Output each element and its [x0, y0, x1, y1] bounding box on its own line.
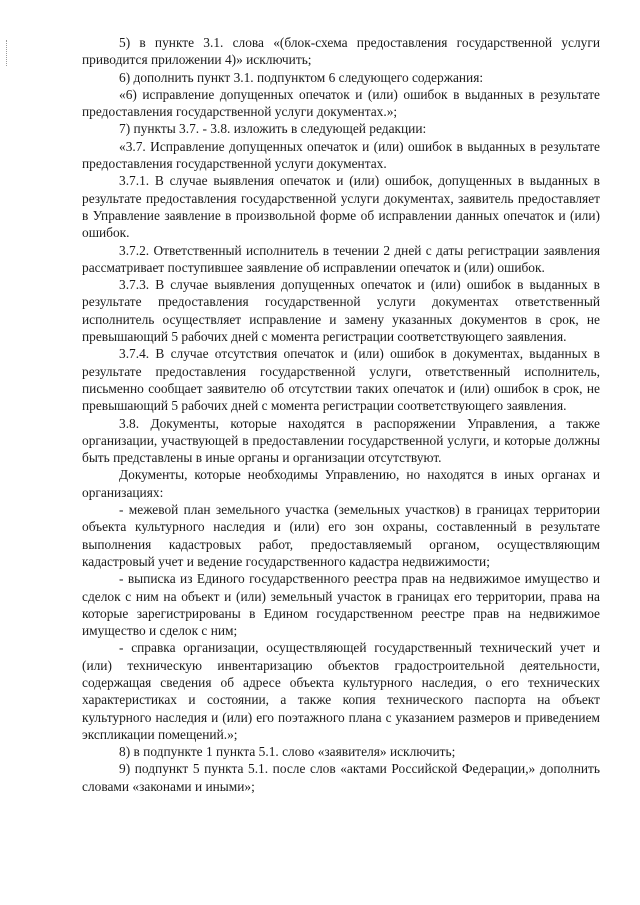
paragraph-clause-3-7-3: 3.7.3. В случае выявления допущенных опечаток и (или) ошибок в выданных в результате предоставления государственной услуги документах ответственный исполнитель осуществляет исправление и замену указанных документов в срок, не превышающий 5 рабочих дней с момента регистрации соответствующего заявления.	[82, 277, 600, 345]
paragraph-clause-3-7: «3.7. Исправление допущенных опечаток и (или) ошибок в выданных в результате предоставления государственной услуги документах.	[82, 138, 600, 172]
paragraph-item-8: 8) в подпункте 1 пункта 5.1. слово «заявителя» исключить;	[119, 744, 456, 760]
paragraph-subitem-6-quote: «6) исправление допущенных опечаток и (или) ошибок в выданных в результате предоставления государственной услуги документах.»;	[82, 86, 600, 120]
paragraph-documents-intro: Документы, которые необходимы Управлению, но находятся в иных органах и организациях:	[82, 467, 600, 500]
paragraph-clause-3-8: 3.8. Документы, которые находятся в распоряжении Управления, а также организации, участвующей в предоставлении государственной услуги, и которые должны быть представлены в иные органы и организации отсутствуют.	[82, 415, 600, 466]
paragraph-item-7: 7) пункты 3.7. - 3.8. изложить в следующей редакции:	[119, 121, 427, 137]
paragraph-list-item-registry-extract: - выписка из Единого государственного реестра прав на недвижимое имущество и сделок с ним на объект и (или) земельный участок в границах его территории, права на которые зарегистрированы в Едином государственном реестре прав на недвижимое имущество и сделок с ним;	[82, 571, 600, 639]
scan-edge-mark	[6, 40, 8, 66]
paragraph-list-item-survey-plan: - межевой план земельного участка (земельных участков) в границах территории объекта культурного наследия и (или) его зон охраны, составленный в результате выполнения кадастровых работ, предоставляемый органом, осуществляющим кадастровый учет и ведение государственного кадастра недвижимости;	[82, 502, 600, 569]
paragraph-item-6: 6) дополнить пункт 3.1. подпунктом 6 следующего содержания:	[119, 69, 484, 85]
paragraph-clause-3-7-1: 3.7.1. В случае выявления опечаток и (или) ошибок, допущенных в выданных в результате предоставления государственной услуги документах, заявитель предоставляет в Управление заявление в произвольной форме об исправлении данных опечаток и (или) ошибок.	[82, 173, 600, 241]
paragraph-clause-3-7-4: 3.7.4. В случае отсутствия опечаток и (или) ошибок в документах, выданных в результате предоставления государственной услуги, ответственный исполнитель, письменно сообщает заявителю об отсутствии таких опечаток и (или) ошибок в срок, не превышающий 5 рабочих дней с момента регистрации соответствующего заявления.	[82, 346, 600, 414]
paragraph-item-5: 5) в пункте 3.1. слова «(блок-схема предоставления государственной услуги приводится приложении 4)» исключить;	[82, 35, 600, 68]
paragraph-list-item-technical-certificate: - справка организации, осуществляющей государственный технический учет и (или) техническую инвентаризацию объектов градостроительной деятельности, содержащая сведения об адресе объекта культурного наследия, о его технических характеристиках и состоянии, а также копия технического паспорта на объект культурного наследия и (или) его поэтажного плана с указанием размеров и приведением экспликации помещений.»;	[82, 640, 600, 742]
paragraph-item-9: 9) подпункт 5 пункта 5.1. после слов «актами Российской Федерации,» дополнить словами «законами и иными»;	[82, 761, 600, 794]
paragraph-clause-3-7-2: 3.7.2. Ответственный исполнитель в течении 2 дней с даты регистрации заявления рассматривает поступившее заявление об исправлении опечаток и (или) ошибок.	[82, 242, 600, 275]
document-page	[82, 34, 600, 795]
